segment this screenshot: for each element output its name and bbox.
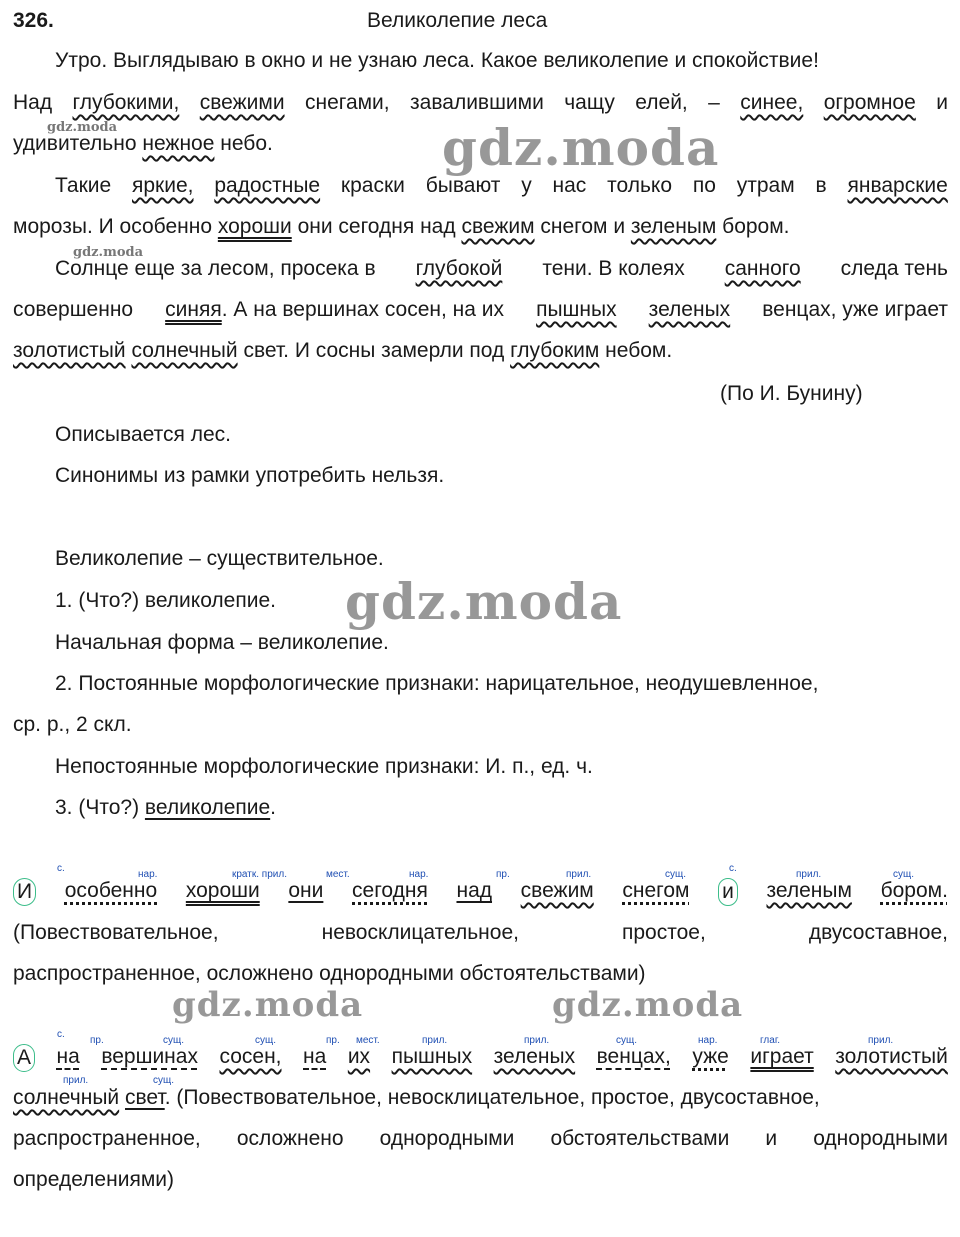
parsed-sentence-1: И особенно хороши они сегодня над свежим снегом и зеленым бором. [13, 878, 948, 906]
morph-line: ср. р., 2 скл. [13, 713, 132, 736]
pos-tag: с. [57, 863, 65, 874]
text-line: морозы. И особенно хороши они сегодня над свежим снегом и зеленым бором. [13, 215, 790, 238]
text-line: Такие яркие, радостные краски бывают у нас только по утрам в январские [55, 174, 948, 197]
text-line: золотистый солнечный свет. И сосны замерли под глубоким небом. [13, 339, 673, 362]
pos-tag: сущ. [255, 1035, 277, 1046]
pos-tag: нар. [698, 1035, 718, 1046]
morph-line: 3. (Что?) великолепие. [55, 796, 277, 819]
source-citation: (По И. Бунину) [720, 382, 863, 405]
watermark-small: gdz.moda [73, 245, 144, 260]
morph-line: Непостоянные морфологические признаки: И. п., ед. ч. [55, 755, 593, 778]
answer-line: Описывается лес. [55, 423, 231, 446]
pos-tag: сущ. [893, 869, 915, 880]
sentence-description: определениями) [13, 1168, 174, 1191]
pos-tag: мест. [356, 1035, 380, 1046]
watermark-small: gdz.moda [47, 120, 118, 135]
pos-tag: пр. [496, 869, 510, 880]
pos-tag: глаг. [760, 1035, 781, 1046]
pos-tag: прил. [63, 1075, 89, 1086]
pos-tag: сущ. [153, 1075, 175, 1086]
answer-line: Синонимы из рамки употребить нельзя. [55, 464, 445, 487]
parsed-sentence-2: А на вершинах сосен, на их пышных зеленых венцах, уже играет золотистый [13, 1044, 948, 1072]
morph-line: 1. (Что?) великолепие. [55, 589, 276, 612]
pos-tag: пр. [90, 1035, 104, 1046]
page-title: Великолепие леса [367, 9, 548, 32]
pos-tag: мест. [326, 869, 350, 880]
text-line: Солнце еще за лесом, просека в глубокой тени. В колеях санного следа тень [55, 257, 948, 280]
sentence-description: (Повествовательное, невосклицательное, простое, двусоставное, [13, 921, 948, 944]
pos-tag: сущ. [163, 1035, 185, 1046]
pos-tag: нар. [138, 869, 158, 880]
morph-title: Великолепие – существительное. [55, 547, 384, 570]
morph-line: 2. Постоянные морфологические признаки: нарицательное, неодушевленное, [55, 672, 819, 695]
pos-tag: прил. [868, 1035, 894, 1046]
watermark-logo: gdz.moda [442, 118, 720, 177]
exercise-number: 326. [13, 9, 54, 32]
pos-tag: нар. [409, 869, 429, 880]
pos-tag: с. [57, 1029, 65, 1040]
pos-tag: кратк. прил. [232, 869, 287, 880]
watermark-logo: gdz.moda [345, 572, 623, 631]
pos-tag: пр. [326, 1035, 340, 1046]
text-line: совершенно синяя. А на вершинах сосен, на их пышных зеленых венцах, уже играет [13, 298, 948, 321]
pos-tag: сущ. [616, 1035, 638, 1046]
pos-tag: прил. [422, 1035, 448, 1046]
text-line: Над глубокими, свежими снегами, завалившими чащу елей, – синее, огромное и [13, 91, 948, 114]
pos-tag: сущ. [665, 869, 687, 880]
pos-tag: прил. [796, 869, 822, 880]
morph-line: Начальная форма – великолепие. [55, 631, 389, 654]
sentence-description: распространенное, осложнено однородными обстоятельствами и однородными [13, 1127, 948, 1150]
pos-tag: с. [729, 863, 737, 874]
sentence-description: распространенное, осложнено однородными обстоятельствами) [13, 962, 646, 985]
parsed-sentence-2-line: солнечный свет. (Повествовательное, невосклицательное, простое, двусоставное, [13, 1086, 820, 1109]
watermark-logo: gdz.moda [552, 985, 744, 1025]
pos-tag: прил. [566, 869, 592, 880]
text-line: Утро. Выглядываю в окно и не узнаю леса. Какое великолепие и спокойствие! [55, 49, 819, 72]
watermark-logo: gdz.moda [172, 985, 364, 1025]
text-line: удивительно нежное небо. [13, 132, 273, 155]
pos-tag: прил. [524, 1035, 550, 1046]
